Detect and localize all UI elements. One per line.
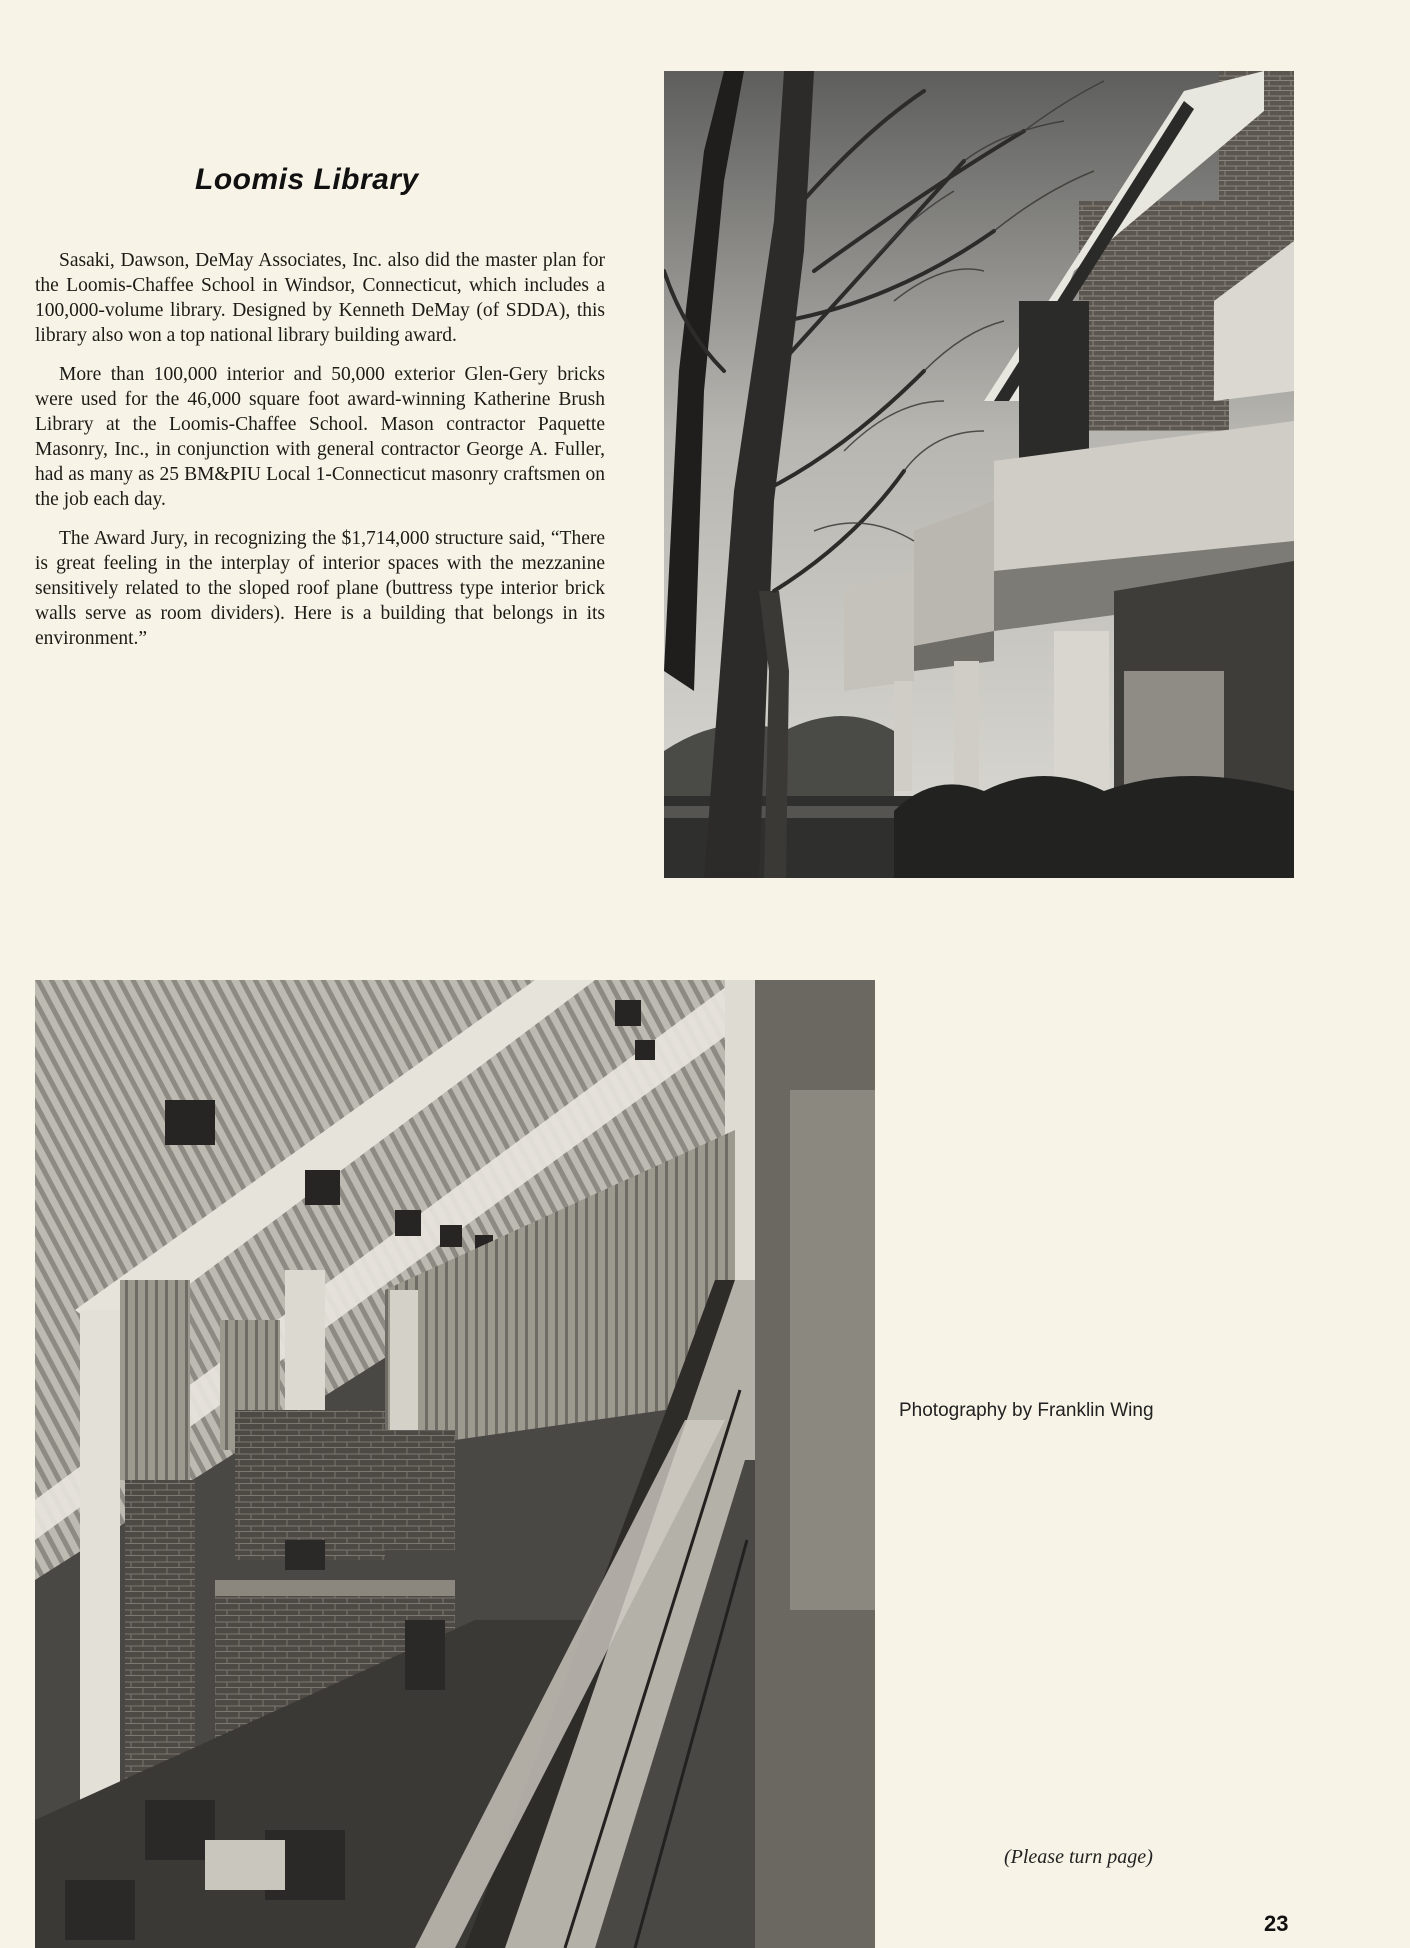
continuation-note: (Please turn page) (1004, 1846, 1153, 1868)
page-number: 23 (1264, 1911, 1289, 1936)
interior-photo-image (35, 980, 875, 1948)
exterior-photo-image (664, 71, 1294, 878)
exterior-photo (664, 71, 1294, 878)
body-paragraph: The Award Jury, in recognizing the $1,714,000 structure said, “There is great feeling in the interplay of interior spaces with the mezzanine sensitively related to the sloped roof plane (buttress type interior brick walls serve as room dividers). Here is a building that belongs in its environment.” (35, 528, 605, 649)
body-paragraph: More than 100,000 interior and 50,000 exterior Glen-Gery bricks were used for the 46,000 square foot award-winning Katherine Brush Library at the Loomis-Chaffee School. Mason contractor Paquette Masonry, Inc., in conjunction with general contractor George A. Fuller, had as many as 25 BM&PIU Local 1-Connecticut masonry craftsmen on the job each day. (35, 364, 605, 510)
body-paragraph: Sasaki, Dawson, DeMay Associates, Inc. also did the master plan for the Loomis-Chaffee School in Windsor, Connecticut, which includes a 100,000-volume library. Designed by Kenneth DeMay (of SDDA), this library also won a top national library building award. (35, 250, 605, 346)
photo-credit: Photography by Franklin Wing (899, 1400, 1154, 1421)
article-title: Loomis Library (195, 163, 419, 196)
interior-photo (35, 980, 875, 1948)
article-body (35, 248, 605, 665)
